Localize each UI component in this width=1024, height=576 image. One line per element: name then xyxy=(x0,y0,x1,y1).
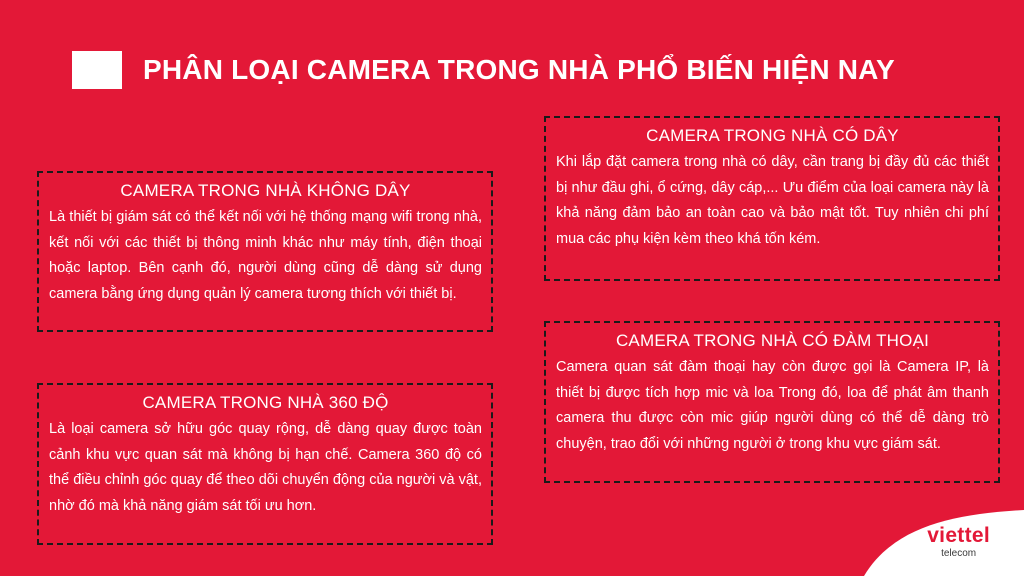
card-body: Là thiết bị giám sát có thể kết nối với hệ thống mạng wifi trong nhà, kết nối với các thiết bị thông minh khác như máy tính, điện thoại hoặc laptop. Bên cạnh đó, người dùng cũng dễ dàng sử dụng camera bằng ứng dụng quản lý camera tương thích với thiết bị. xyxy=(49,209,482,302)
page-title: PHÂN LOẠI CAMERA TRONG NHÀ PHỔ BIẾN HIỆN NAY xyxy=(143,54,895,85)
card-heading: CAMERA TRONG NHÀ 360 ĐỘ xyxy=(142,393,389,412)
logo-name: viettel xyxy=(927,524,990,547)
title-accent-block xyxy=(72,51,122,89)
card-heading: CAMERA TRONG NHÀ KHÔNG DÂY xyxy=(120,181,411,200)
logo-subtitle: telecom xyxy=(941,548,977,559)
viettel-telecom-logo xyxy=(927,525,990,560)
card-body: Khi lắp đặt camera trong nhà có dây, cần trang bị đầy đủ các thiết bị như đầu ghi, ổ cứng, dây cáp,... Ưu điểm của loại camera này là khả năng đảm bảo an toàn cao và bảo mật tốt. Tuy nhiên chi phí mua các phụ kiện kèm theo khá tốn kém. xyxy=(556,154,989,247)
card-two-way-audio-camera xyxy=(544,321,1000,483)
card-heading: CAMERA TRONG NHÀ CÓ ĐÀM THOẠI xyxy=(615,331,930,350)
card-body: Là loại camera sở hữu góc quay rộng, dễ dàng quay được toàn cảnh khu vực quan sát mà không bị hạn chế. Camera 360 độ có thể điều chỉnh góc quay để theo dõi chuyển động của người và vật, nhờ đó mà khả năng giám sát tối ưu hơn. xyxy=(49,421,482,514)
card-wired-camera xyxy=(544,116,1000,281)
card-wireless-camera xyxy=(37,171,493,332)
card-360-camera xyxy=(37,383,493,545)
card-body: Camera quan sát đàm thoại hay còn được gọi là Camera IP, là thiết bị được tích hợp mic và loa Trong đó, loa để phát âm thanh camera thu được còn mic giúp người dùng có thể dễ dàng trò chuyện, trao đổi với những người ở trong khu vực giám sát. xyxy=(556,359,989,452)
card-heading: CAMERA TRONG NHÀ CÓ DÂY xyxy=(646,126,899,145)
